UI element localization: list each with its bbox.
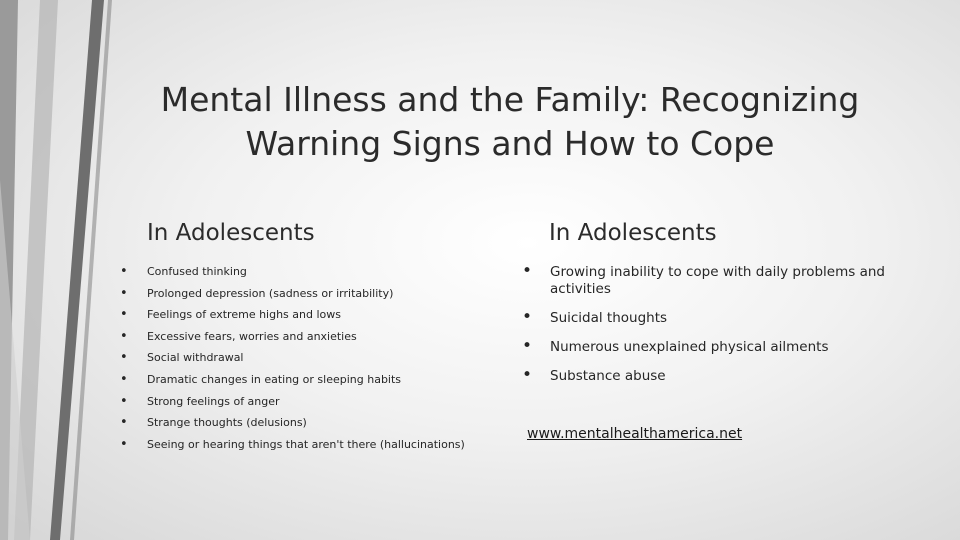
left-column-heading: In Adolescents bbox=[147, 220, 315, 246]
bullet-icon: • bbox=[522, 307, 533, 327]
bullet-icon: • bbox=[120, 415, 128, 431]
bullet-icon: • bbox=[522, 261, 533, 281]
left-bullet-list bbox=[120, 262, 520, 456]
list-item: • Feelings of extreme highs and lows bbox=[120, 307, 341, 323]
right-column-heading: In Adolescents bbox=[549, 220, 717, 246]
bullet-icon: • bbox=[120, 264, 128, 279]
bullet-icon: • bbox=[120, 285, 128, 301]
list-item: • Strange thoughts (delusions) bbox=[120, 415, 307, 431]
list-item: • Excessive fears, worries and anxieties bbox=[120, 328, 357, 344]
mental-health-america-link[interactable]: www.mentalhealthamerica.net bbox=[527, 426, 743, 442]
bullet-icon: • bbox=[120, 350, 128, 366]
bullet-icon: • bbox=[522, 336, 533, 356]
title-line-1: Mental Illness and the Family: Recognizing bbox=[160, 80, 860, 119]
list-item: • Strong feelings of anger bbox=[120, 393, 280, 409]
list-item: • Social withdrawal bbox=[120, 350, 244, 366]
bullet-icon: • bbox=[120, 393, 128, 409]
bullet-icon: • bbox=[120, 307, 128, 323]
bullet-icon: • bbox=[120, 436, 128, 452]
bullet-icon: • bbox=[120, 328, 128, 344]
right-bullet-list bbox=[522, 261, 922, 385]
list-item: • Prolonged depression (sadness or irritability) bbox=[120, 285, 394, 301]
list-item: • Seeing or hearing things that aren't there (hallucinations) bbox=[120, 436, 465, 452]
list-item: • Substance abuse bbox=[522, 365, 666, 385]
list-item: • Growing inability to cope with daily problems and activities bbox=[522, 261, 885, 297]
bullet-icon: • bbox=[522, 365, 533, 385]
bullet-icon: • bbox=[120, 371, 128, 387]
list-item: • Numerous unexplained physical ailments bbox=[522, 336, 829, 356]
list-item: • Suicidal thoughts bbox=[522, 307, 668, 327]
list-item: • Confused thinking bbox=[120, 264, 247, 279]
list-item: • Dramatic changes in eating or sleeping habits bbox=[120, 371, 402, 387]
slide-title bbox=[110, 78, 910, 166]
title-line-2: Warning Signs and How to Cope bbox=[245, 124, 775, 163]
